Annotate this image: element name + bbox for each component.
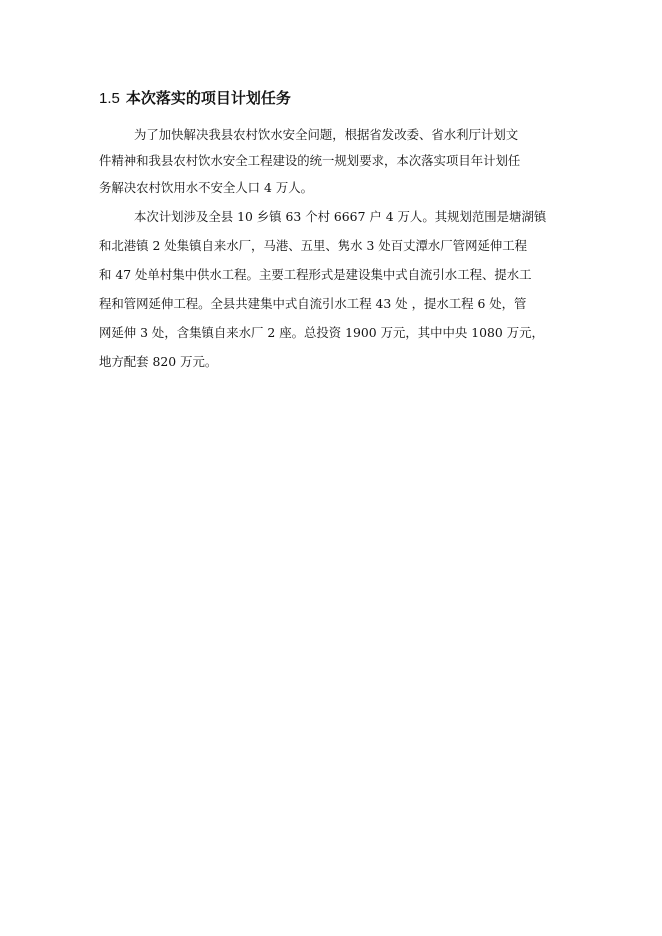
section-title: 本次落实的项目计划任务 bbox=[125, 89, 291, 107]
paragraph-1-line-1: 为了加快解决我县农村饮水安全问题，根据省发改委、省水利厅计划文 bbox=[134, 127, 519, 142]
paragraph-2-line-1: 本次计划涉及全县 10 乡镇 63 个村 6667 户 4 万人。其规划范围是塘湖镇 bbox=[134, 209, 547, 224]
paragraph-2-line-6: 地方配套 820 万元。 bbox=[99, 354, 218, 369]
paragraph-1-line-3: 务解决农村饮用水不安全人口 4 万人。 bbox=[99, 180, 314, 195]
paragraph-2-line-2: 和北港镇 2 处集镇自来水厂，马港、五里、隽水 3 处百丈潭水厂管网延伸工程 bbox=[99, 238, 528, 253]
section-number: 1.5 bbox=[99, 90, 120, 107]
paragraph-2-line-4: 程和管网延伸工程。全县共建集中式自流引水工程 43 处 ，提水工程 6 处，管 bbox=[99, 296, 527, 311]
paragraph-1-line-2: 件精神和我县农村饮水安全工程建设的统一规划要求，本次落实项目年计划任 bbox=[99, 153, 521, 168]
paragraph-2-line-3: 和 47 处单村集中供水工程。主要工程形式是建设集中式自流引水工程、提水工 bbox=[99, 267, 532, 282]
section-heading bbox=[99, 86, 291, 110]
paragraph-2-line-5: 网延伸 3 处，含集镇自来水厂 2 座。总投资 1900 万元，其中中央 1080 万元， bbox=[99, 325, 544, 340]
